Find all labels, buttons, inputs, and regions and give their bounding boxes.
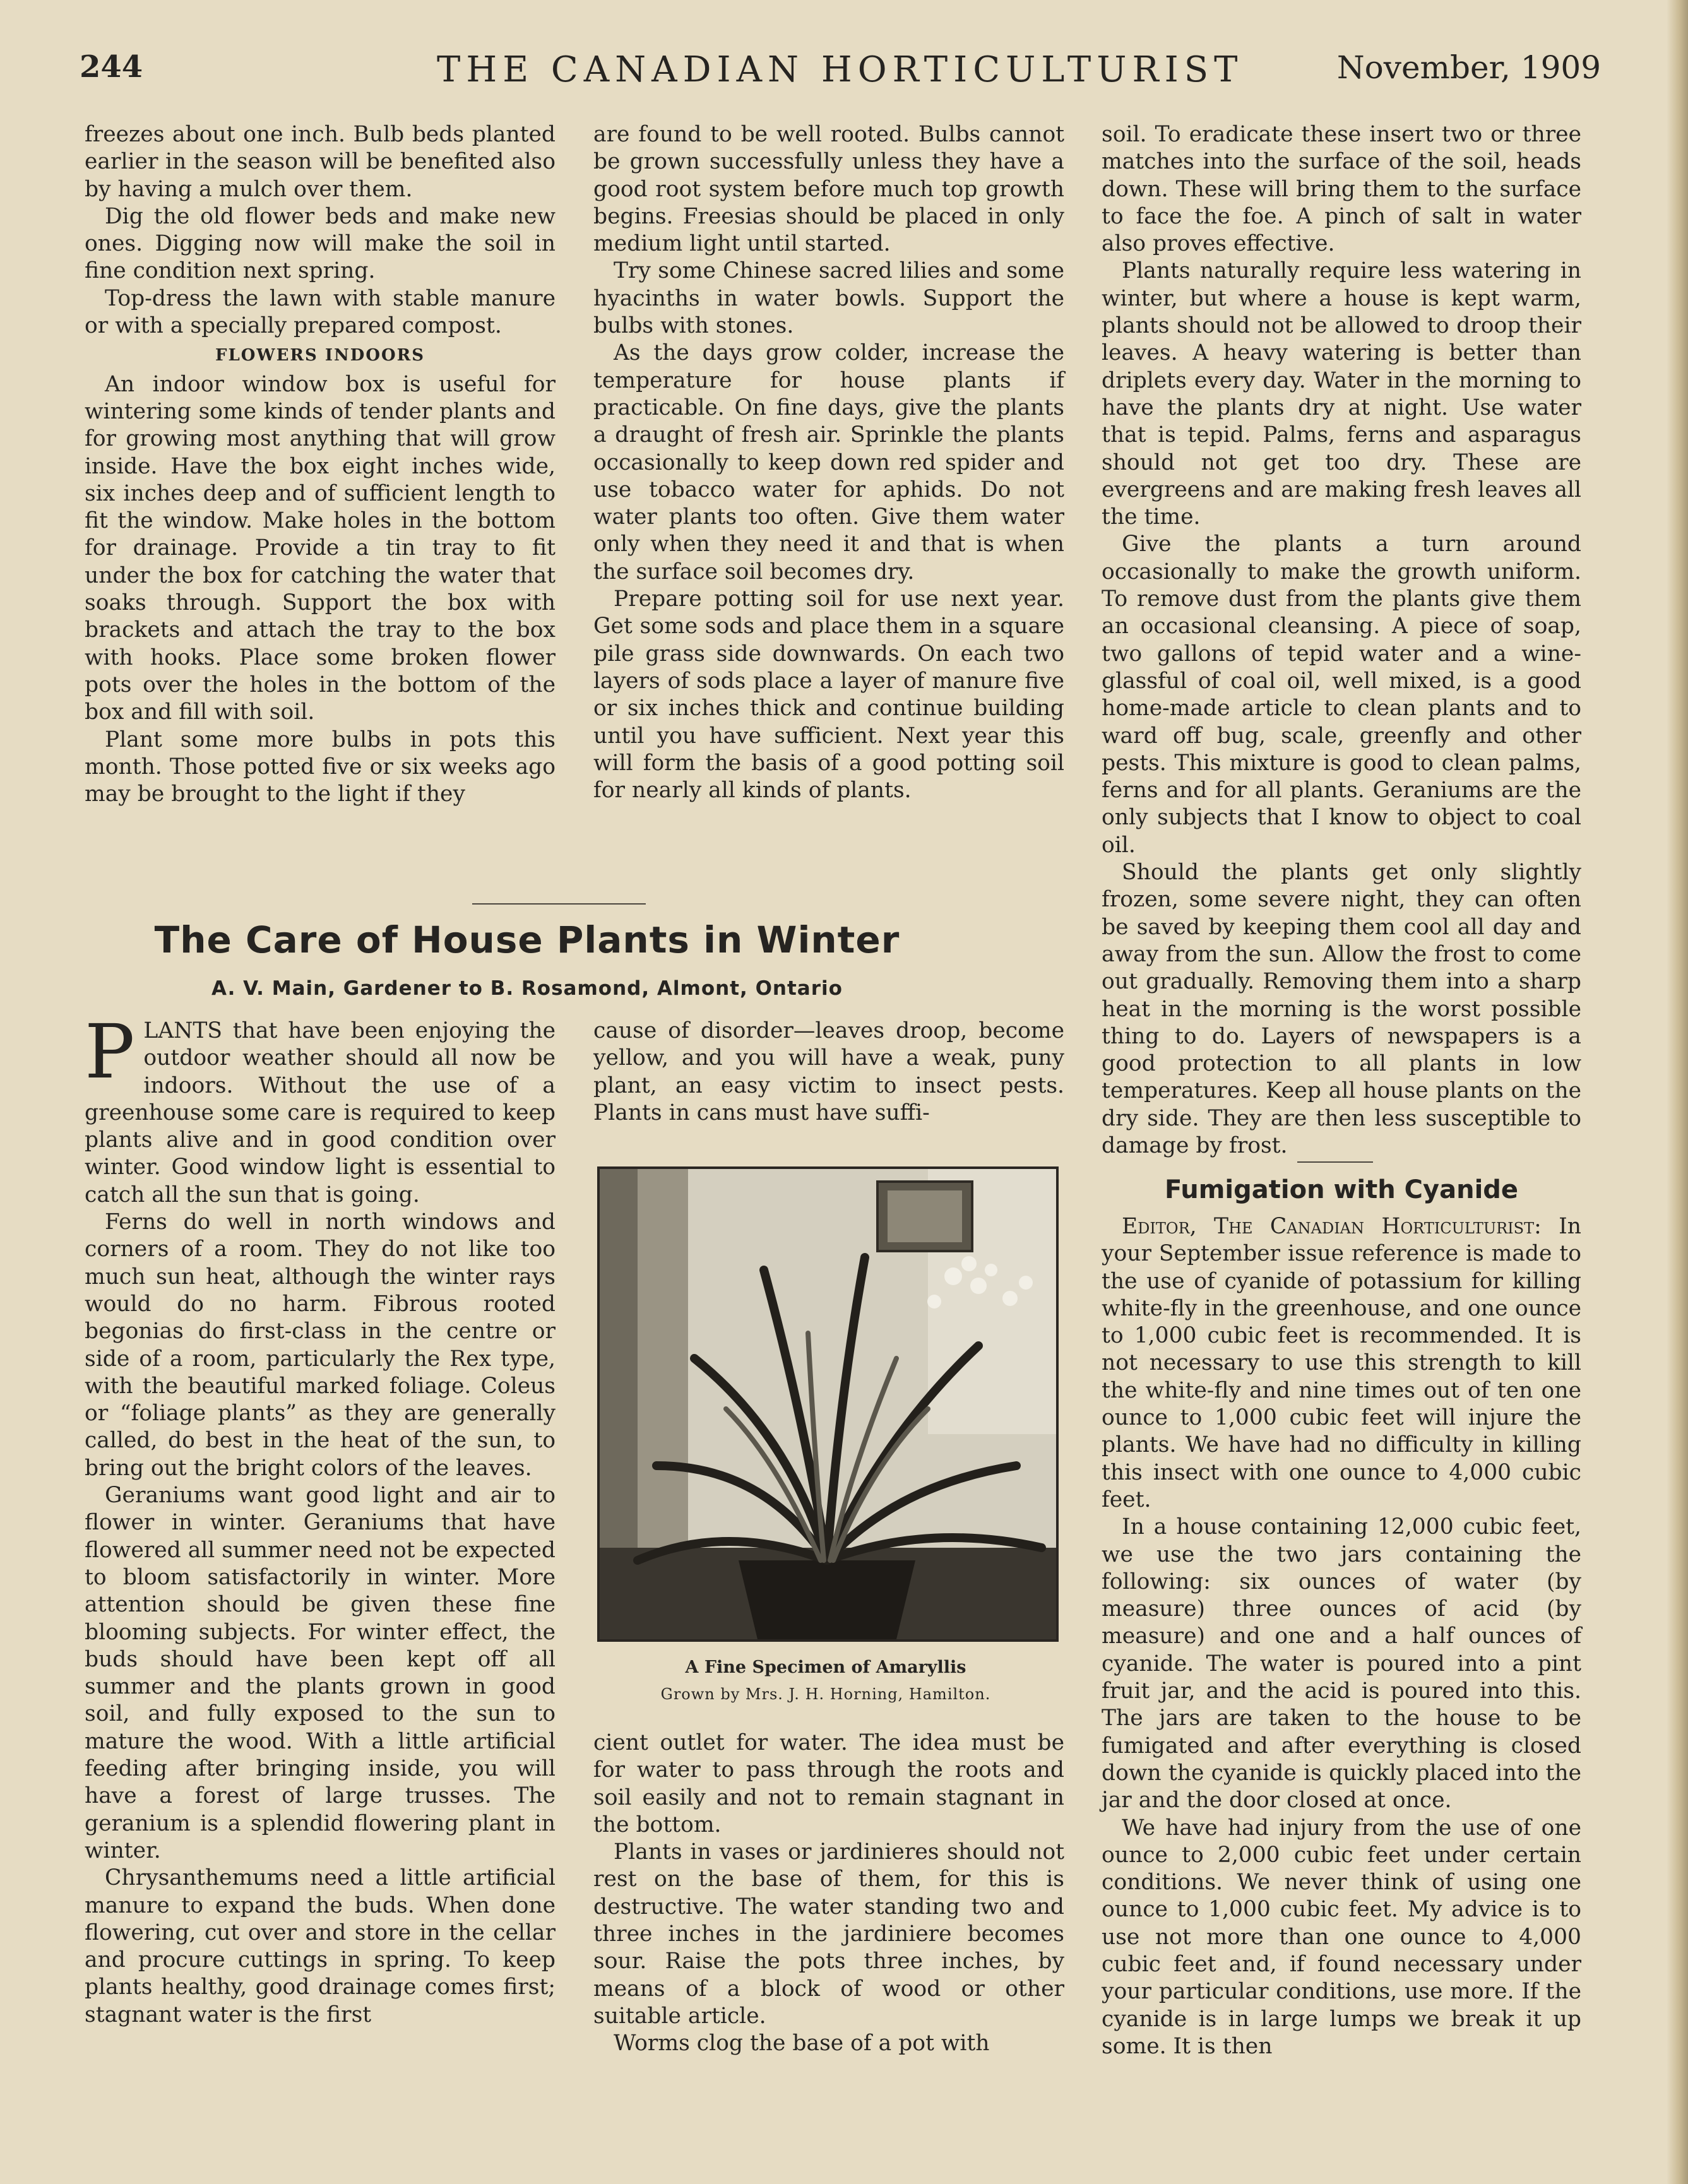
editor-label: Editor, The Canadian Horticulturist: (1122, 1214, 1542, 1239)
paragraph: are found to be well rooted. Bulbs cannot be grown successfully unless they have a good root system before much top growth begins. Freesias should be placed in only medium light until started. (593, 122, 1064, 257)
paragraph: Geraniums want good light and air to flower in winter. Geraniums that have flowered all summer need not be expected to bloom satisfactorily in winter. More attention should be given these fine blooming subjects. For winter effect, the buds should have been kept off all summer and the plants grown in good soil, and fully exposed to the sun to mature the wood. With a little artificial feeding after bringing inside, you will have a forest of large trusses. The geranium is a splendid flowering plant in winter. (85, 1483, 556, 1863)
paragraph: Top-dress the lawn with stable manure or with a specially prepared compost. (85, 285, 556, 339)
magazine-title: THE CANADIAN HORTICULTURIST (437, 49, 1244, 90)
paragraph: Ferns do well in north windows and corners of a room. They do not like too much sun heat, although the winter rays would do no harm. Fibrous rooted begonias do first-class in the centre or side of a room, particularly the Rex type, with the beautiful marked foliage. Coleus or “foliage plants” as they are generally called, do best in the heat of the sun, to bring out the bright colors of the leaves. (85, 1209, 556, 1481)
opening-paragraph (85, 1008, 556, 1209)
photo-credit: Grown by Mrs. J. H. Horning, Hamilton. (660, 1685, 991, 1703)
article-byline: A. V. Main, Gardener to B. Rosamond, Almont, Ontario (211, 977, 843, 1000)
paragraph: In a house containing 12,000 cubic feet, we use the two jars containing the following: six ounces of water (by measure) three ounces of acid (by measure) and one and a half ounces of cyanide. The water is poured into a pint fruit jar, and the acid is poured into this. The jars are taken to the house to be fumigated and after everything is closed down the cyanide is quickly placed into the jar and the door closed at once. (1102, 1514, 1581, 1813)
issue-date: November, 1909 (1336, 49, 1601, 86)
section-subheading: FLOWERS INDOORS (215, 346, 425, 365)
paragraph: soil. To eradicate these insert two or three matches into the surface of the soil, heads down. These will bring them to the surface to face the foe. A pinch of salt in water also proves effective. (1102, 122, 1581, 257)
right-column (1102, 121, 1581, 1160)
paragraph: Dig the old flower beds and make new ones. Digging now will make the soil in fine condition next spring. (85, 203, 556, 284)
article-column-middle-bottom (593, 1730, 1064, 2058)
paragraph: cause of disorder—leaves droop, become yellow, and you will have a weak, puny plant, an easy victim to insect pests. Plants in cans must have suffi- (593, 1018, 1064, 1125)
paragraph: Try some Chinese sacred lilies and some hyacinths in water bowls. Support the bulbs with stones. (593, 258, 1064, 339)
paragraph: We have had injury from the use of one ounce to 2,000 cubic feet under certain conditions. We never think of using one ounce to 1,000 cubic feet. My advice is to use not more than one ounce to 4,000 cubic feet and, if found necessary under your particular conditions, use more. If the cyanide is in large lumps we break it up some. It is then (1102, 1815, 1581, 2059)
opening-text: LANTS that have been enjoying the outdoor weather should all now be indoors. Without the use of a greenhouse some care is required to keep plants alive and in good condition over winter. Good window light is essential to catch all the sun that is going. (85, 1018, 556, 1208)
letter-text: In your September issue reference is made to the use of cyanide of potassium for killing white-fly in the greenhouse, and one ounce to 1,000 cubic feet is recommended. It is not necessary to use this strength to kill the white-fly and nine times out of ten one ounce to 1,000 cubic feet will injure the plants. We have had no difficulty in killing this insect with one ounce to 4,000 cubic feet. (1102, 1214, 1581, 1512)
photo-caption: A Fine Specimen of Amaryllis (685, 1658, 966, 1677)
article-title: The Care of House Plants in Winter (154, 918, 900, 961)
page-edge (1667, 0, 1688, 2184)
section-divider (472, 903, 646, 905)
paragraph: Prepare potting soil for use next year. Get some sods and place them in a square pile grass side downwards. On each two layers of sods place a layer of manure five or six inches thick and continue building until you have sufficient. Next year this will form the basis of a good potting soil for nearly all kinds of plants. (593, 586, 1064, 804)
paragraph: An indoor window box is useful for wintering some kinds of tender plants and for growing most anything that will grow inside. Have the box eight inches wide, six inches deep and of sufficient length to fit the window. Make holes in the bottom for drainage. Provide a tin tray to fit under the box for catching the water that soaks through. Support the box with brackets and attach the tray to the box with hooks. Place some broken flower pots over the holes in the bottom of the box and fill with soil. (85, 371, 556, 725)
paragraph: As the days grow colder, increase the temperature for house plants if practicable. On fine days, give the plants a draught of fresh air. Sprinkle the plants occasionally to keep down red spider and use tobacco water for aphids. Do not water plants too often. Give them water only when they need it and that is when the surface soil becomes dry. (593, 340, 1064, 585)
paragraph: Plants naturally require less watering in winter, but where a house is kept warm, plants should not be allowed to droop their leaves. A heavy watering is better than driplets every day. Water in the morning to have the plants dry at night. Use water that is tepid. Palms, ferns and asparagus should not get too dry. These are evergreens and are making fresh leaves all the time. (1102, 258, 1581, 530)
fumigation-title: Fumigation with Cyanide (1164, 1175, 1519, 1204)
paragraph: Plant some more bulbs in pots this month. Those potted five or six weeks ago may be brought to the light if they (85, 727, 556, 807)
fumigation-column (1102, 1213, 1581, 2060)
paragraph: Should the plants get only slightly frozen, some severe night, they can often be saved by keeping them cool all day and away from the sun. Allow the frost to come out gradually. Removing them into a sharp heat in the morning is the worst possible thing to do. Layers of newspapers is a good protection to all plants in low temperatures. Keep all house plants on the dry side. They are then less susceptible to damage by frost. (1102, 860, 1581, 1158)
paragraph: cient outlet for water. The idea must be for water to pass through the roots and soil easily and not to remain stagnant in the bottom. (593, 1730, 1064, 1837)
paragraph: freezes about one inch. Bulb beds planted earlier in the season will be benefited also by having a mulch over them. (85, 122, 556, 202)
page-header (80, 49, 1601, 93)
section-divider (1297, 1161, 1373, 1163)
paragraph: Plants in vases or jardinieres should not rest on the base of them, for this is destructive. The water standing two and three inches in the jardiniere becomes sour. Raise the pots three inches, by means of a block of wood or other suitable article. (593, 1839, 1064, 2029)
article-column-middle-top (593, 1018, 1064, 1127)
page-number: 244 (80, 49, 143, 85)
amaryllis-photo (597, 1166, 1059, 1642)
top-column-left (85, 121, 556, 808)
article-column-left (85, 1008, 556, 2029)
paragraph: Worms clog the base of a pot with (614, 2031, 990, 2056)
paragraph: Chrysanthemums need a little artificial manure to expand the buds. When done flowering, cut over and store in the cellar and procure cuttings in spring. To keep plants healthy, good drainage comes first; stagnant water is the first (85, 1865, 556, 2027)
drop-cap: P (85, 1008, 135, 1095)
top-column-middle (593, 121, 1064, 804)
paragraph: Give the plants a turn around occasionally to make the growth uniform. To remove dust from the plants give them an occasional cleansing. A piece of soap, two gallons of tepid water and a wine-glassful of coal oil, well mixed, is a good home-made article to clean plants and to ward off bug, scale, greenfly and other pests. This mixture is good to clean palms, ferns and for all plants. Geraniums are the only subjects that I know to object to coal oil. (1102, 531, 1581, 858)
paragraph (1102, 1213, 1581, 1514)
amaryllis-plant-illustration (600, 1169, 1056, 1639)
